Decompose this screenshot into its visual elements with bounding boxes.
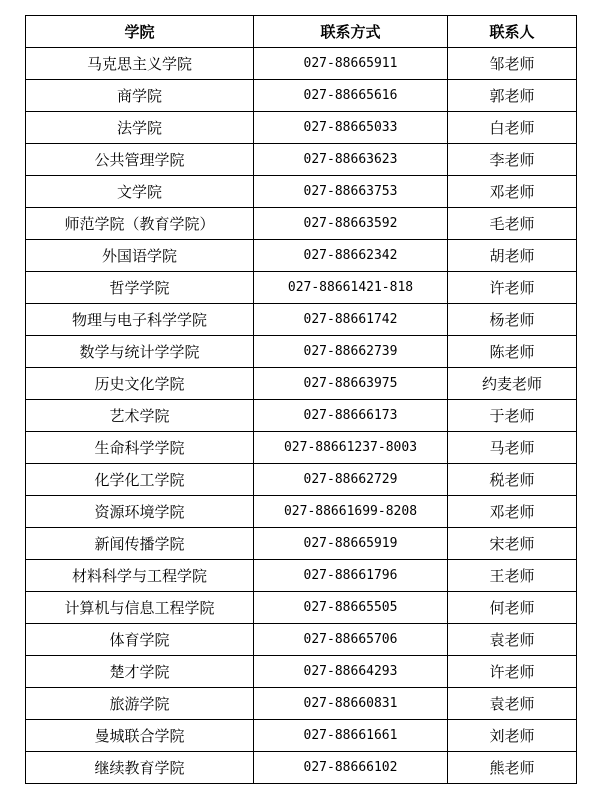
table-row	[26, 400, 577, 432]
college-cell: 计算机与信息工程学院	[26, 592, 254, 624]
contact-person-cell: 毛老师	[448, 208, 577, 240]
header-college: 学院	[26, 16, 254, 48]
table-row	[26, 656, 577, 688]
phone-cell: 027-88661237-8003	[254, 432, 448, 464]
contact-person-cell: 郭老师	[448, 80, 577, 112]
college-cell: 商学院	[26, 80, 254, 112]
table-row	[26, 688, 577, 720]
table-row	[26, 144, 577, 176]
contact-person-cell: 李老师	[448, 144, 577, 176]
contact-person-cell: 邹老师	[448, 48, 577, 80]
college-cell: 数学与统计学学院	[26, 336, 254, 368]
college-cell: 物理与电子科学学院	[26, 304, 254, 336]
college-cell: 哲学学院	[26, 272, 254, 304]
phone-cell: 027-88660831	[254, 688, 448, 720]
phone-cell: 027-88665919	[254, 528, 448, 560]
table-row	[26, 624, 577, 656]
table-row	[26, 720, 577, 752]
table-row	[26, 496, 577, 528]
table-row	[26, 304, 577, 336]
table-row	[26, 592, 577, 624]
phone-cell: 027-88661421-818	[254, 272, 448, 304]
table-row	[26, 176, 577, 208]
phone-cell: 027-88662739	[254, 336, 448, 368]
contact-person-cell: 胡老师	[448, 240, 577, 272]
college-cell: 法学院	[26, 112, 254, 144]
table-row	[26, 336, 577, 368]
table-row	[26, 752, 577, 784]
college-cell: 外国语学院	[26, 240, 254, 272]
contact-person-cell: 陈老师	[448, 336, 577, 368]
contact-person-cell: 许老师	[448, 272, 577, 304]
table-row	[26, 560, 577, 592]
phone-cell: 027-88664293	[254, 656, 448, 688]
table-row	[26, 368, 577, 400]
college-cell: 化学化工学院	[26, 464, 254, 496]
college-cell: 历史文化学院	[26, 368, 254, 400]
contact-person-cell: 约麦老师	[448, 368, 577, 400]
contact-person-cell: 杨老师	[448, 304, 577, 336]
contact-person-cell: 许老师	[448, 656, 577, 688]
table-row	[26, 464, 577, 496]
phone-cell: 027-88662729	[254, 464, 448, 496]
college-cell: 体育学院	[26, 624, 254, 656]
contact-person-cell: 宋老师	[448, 528, 577, 560]
contact-person-cell: 马老师	[448, 432, 577, 464]
college-cell: 艺术学院	[26, 400, 254, 432]
table-row	[26, 272, 577, 304]
header-row	[26, 16, 577, 48]
phone-cell: 027-88665706	[254, 624, 448, 656]
college-cell: 马克思主义学院	[26, 48, 254, 80]
phone-cell: 027-88663592	[254, 208, 448, 240]
table-row	[26, 432, 577, 464]
contact-person-cell: 袁老师	[448, 624, 577, 656]
contact-person-cell: 何老师	[448, 592, 577, 624]
phone-cell: 027-88666102	[254, 752, 448, 784]
phone-cell: 027-88661796	[254, 560, 448, 592]
table-row	[26, 240, 577, 272]
contact-person-cell: 熊老师	[448, 752, 577, 784]
contacts-table	[25, 15, 577, 784]
header-contact-person: 联系人	[448, 16, 577, 48]
phone-cell: 027-88665911	[254, 48, 448, 80]
college-cell: 资源环境学院	[26, 496, 254, 528]
table-row	[26, 80, 577, 112]
header-contact-method: 联系方式	[254, 16, 448, 48]
contact-person-cell: 邓老师	[448, 496, 577, 528]
college-cell: 公共管理学院	[26, 144, 254, 176]
college-cell: 楚才学院	[26, 656, 254, 688]
phone-cell: 027-88661699-8208	[254, 496, 448, 528]
contact-person-cell: 刘老师	[448, 720, 577, 752]
phone-cell: 027-88665505	[254, 592, 448, 624]
college-cell: 材料科学与工程学院	[26, 560, 254, 592]
table-row	[26, 208, 577, 240]
phone-cell: 027-88663623	[254, 144, 448, 176]
table-header	[26, 16, 577, 48]
college-cell: 继续教育学院	[26, 752, 254, 784]
college-cell: 生命科学学院	[26, 432, 254, 464]
phone-cell: 027-88663975	[254, 368, 448, 400]
phone-cell: 027-88665033	[254, 112, 448, 144]
college-cell: 曼城联合学院	[26, 720, 254, 752]
contact-person-cell: 邓老师	[448, 176, 577, 208]
contact-person-cell: 于老师	[448, 400, 577, 432]
phone-cell: 027-88661742	[254, 304, 448, 336]
college-cell: 旅游学院	[26, 688, 254, 720]
contact-person-cell: 袁老师	[448, 688, 577, 720]
phone-cell: 027-88661661	[254, 720, 448, 752]
contact-person-cell: 税老师	[448, 464, 577, 496]
table-row	[26, 528, 577, 560]
phone-cell: 027-88663753	[254, 176, 448, 208]
college-cell: 文学院	[26, 176, 254, 208]
contact-person-cell: 王老师	[448, 560, 577, 592]
phone-cell: 027-88665616	[254, 80, 448, 112]
college-cell: 师范学院（教育学院）	[26, 208, 254, 240]
table-row	[26, 112, 577, 144]
college-cell: 新闻传播学院	[26, 528, 254, 560]
phone-cell: 027-88662342	[254, 240, 448, 272]
table-row	[26, 48, 577, 80]
contact-person-cell: 白老师	[448, 112, 577, 144]
phone-cell: 027-88666173	[254, 400, 448, 432]
table-body	[26, 48, 577, 784]
